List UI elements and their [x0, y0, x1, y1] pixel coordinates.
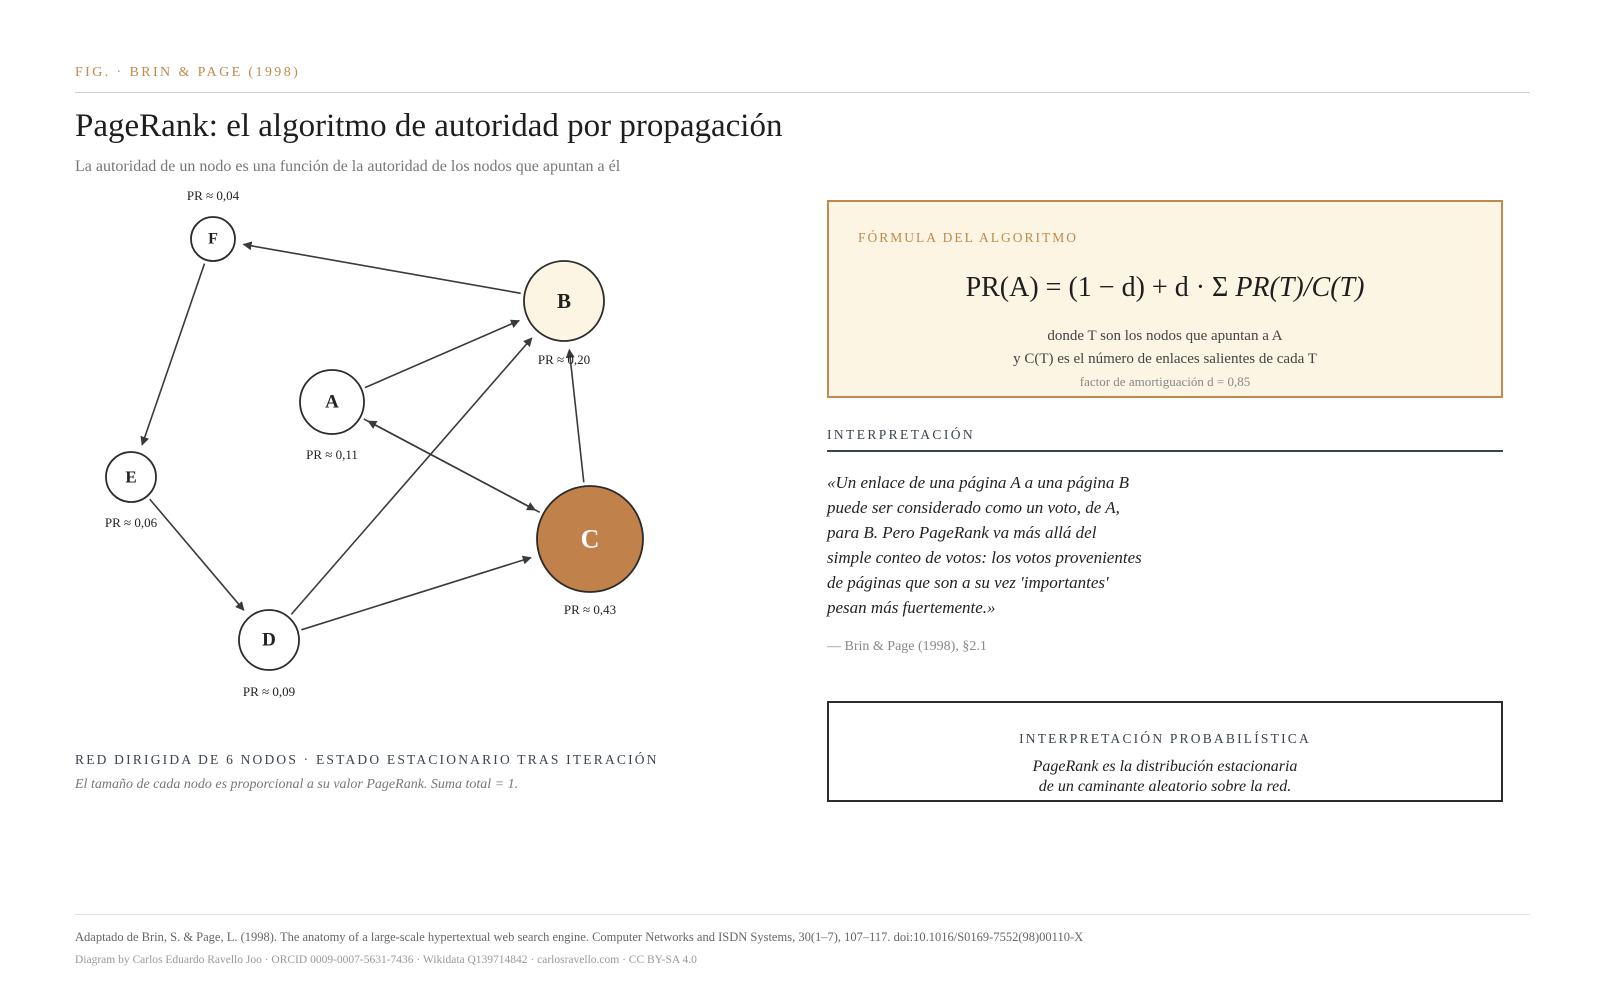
interpretation-label: INTERPRETACIÓN: [827, 427, 976, 442]
footer-credits: Diagram by Carlos Eduardo Ravello Joo · ORCID 0009-0007-5631-7436 · Wikidata Q139714842 · carlosravello.com · CC BY-SA 4.0: [75, 954, 697, 966]
edge-a-to-b: [365, 321, 519, 388]
page-title: PageRank: el algoritmo de autoridad por propagación: [75, 108, 783, 144]
formula-label: FÓRMULA DEL ALGORITMO: [858, 230, 1079, 245]
node-a-label: A: [325, 391, 339, 413]
node-d-label: D: [262, 629, 276, 651]
probabilistic-line-2: de un caminante aleatorio sobre la red.: [1038, 778, 1292, 795]
edge-c-to-a: [368, 421, 540, 512]
probabilistic-label: INTERPRETACIÓN PROBABILÍSTICA: [1019, 731, 1311, 746]
pagerank-graph: [0, 0, 800, 740]
edge-b-to-f: [244, 244, 521, 293]
quote-line: pesan más fuertemente.»: [827, 598, 996, 617]
graph-edges: [142, 244, 584, 629]
node-c-pr-value: PR ≈ 0,43: [563, 602, 617, 617]
graph-caption-title: RED DIRIGIDA DE 6 NODOS · ESTADO ESTACIONARIO TRAS ITERACIÓN: [75, 752, 659, 767]
node-e: [105, 452, 158, 530]
node-f-pr-value: PR ≈ 0,04: [186, 188, 240, 203]
node-b-label: B: [556, 289, 572, 313]
probabilistic-panel: [827, 701, 1503, 802]
quote-line: de páginas que son a su vez 'importantes': [827, 573, 1109, 592]
footer-divider: [75, 914, 1530, 915]
interpretation-divider: [827, 450, 1503, 452]
edge-d-to-c: [301, 558, 531, 630]
node-a-pr-value: PR ≈ 0,11: [306, 447, 358, 462]
node-d: [239, 610, 299, 699]
edge-f-to-e: [142, 264, 204, 445]
edge-e-to-d: [150, 499, 244, 610]
interpretation-quote: [827, 470, 1187, 620]
node-f-label: F: [208, 230, 218, 248]
quote-line: puede ser considerado como un voto, de A,: [827, 498, 1120, 517]
formula-damping-note: factor de amortiguación d = 0,85: [1079, 374, 1251, 389]
edge-c-to-b: [569, 350, 584, 483]
footer-citation: Adaptado de Brin, S. & Page, L. (1998). The anatomy of a large-scale hypertextual web search engine. Computer Networks and ISDN Systems, 30(1–7), 107–117. doi:10.1016/S0169-7552(98)00110-X: [75, 930, 1084, 944]
node-b: [524, 261, 604, 367]
quote-line: simple conteo de votos: los votos provenientes: [827, 548, 1142, 567]
node-f: [187, 188, 240, 261]
formula-equation: [829, 272, 1501, 304]
node-e-label: E: [125, 467, 137, 487]
formula-equation-plain: PR(A) = (1 − d) + d · Σ: [965, 272, 1236, 303]
figure-kicker: FIG. · BRIN & PAGE (1998): [75, 65, 301, 80]
node-c-label: C: [580, 524, 600, 554]
node-a: [300, 370, 364, 462]
node-d-pr-value: PR ≈ 0,09: [242, 684, 296, 699]
quote-source: — Brin & Page (1998), §2.1: [827, 639, 987, 654]
formula-panel: [827, 200, 1503, 398]
graph-nodes: [105, 188, 643, 699]
probabilistic-line-1: PageRank es la distribución estacionaria: [1032, 758, 1298, 775]
node-c: [537, 486, 643, 617]
formula-equation-italic: PR(T)/C(T): [1235, 272, 1365, 303]
quote-line: «Un enlace de una página A a una página B: [827, 473, 1130, 492]
node-b-pr-value: PR ≈ 0,20: [537, 352, 591, 367]
formula-note-1: donde T son los nodos que apuntan a A: [1047, 328, 1283, 344]
graph-caption-note: El tamaño de cada nodo es proporcional a su valor PageRank. Suma total = 1.: [75, 777, 519, 792]
formula-note-2: y C(T) es el número de enlaces salientes de cada T: [1013, 351, 1317, 367]
quote-line: para B. Pero PageRank va más allá del: [827, 523, 1097, 542]
page-subtitle: La autoridad de un nodo es una función de la autoridad de los nodos que apuntan a él: [75, 158, 621, 175]
node-e-pr-value: PR ≈ 0,06: [104, 515, 158, 530]
